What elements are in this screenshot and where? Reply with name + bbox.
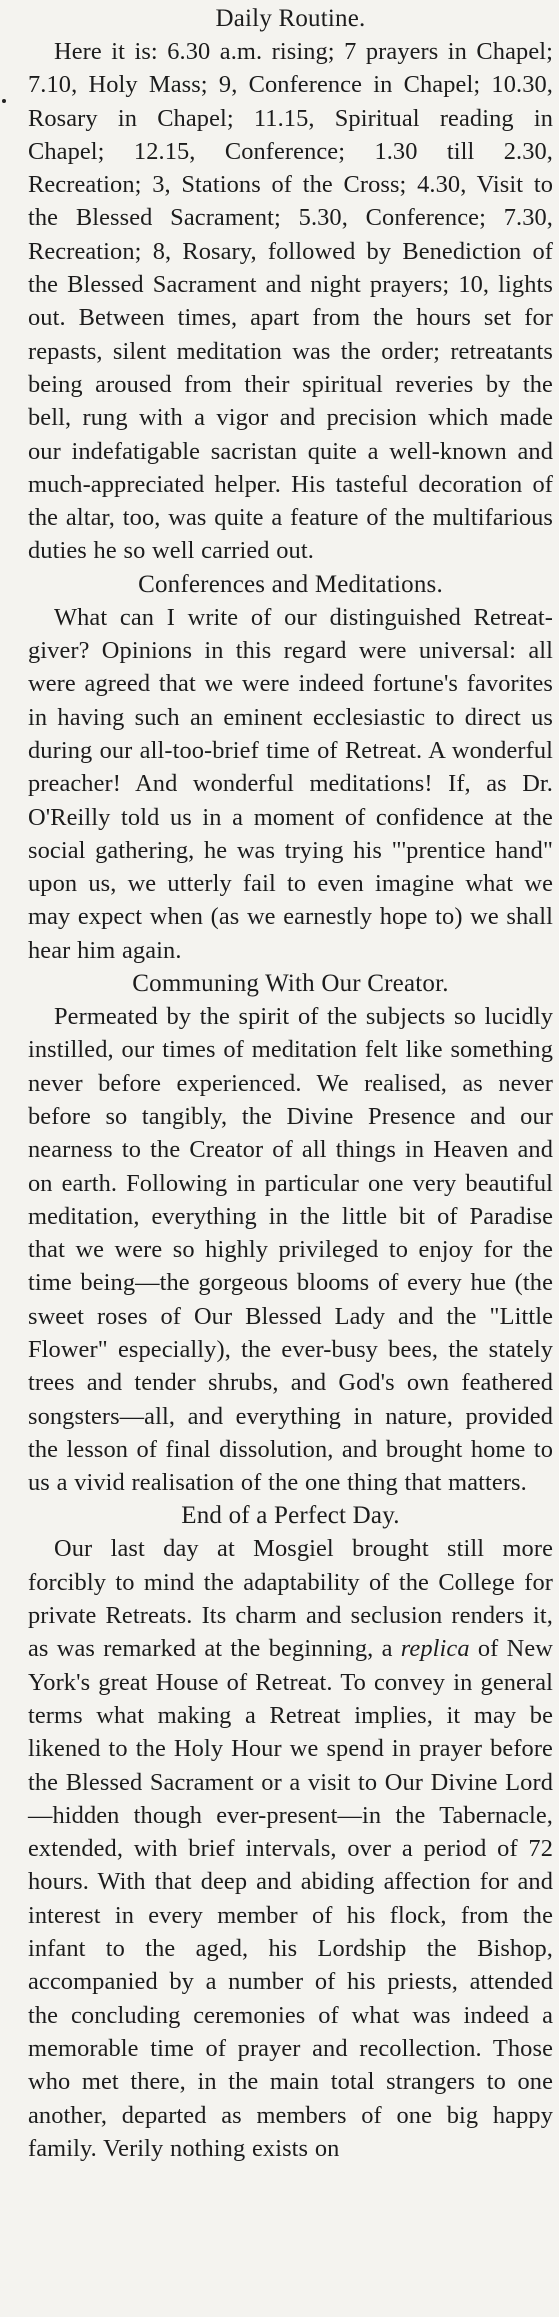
print-speck <box>2 99 6 103</box>
paragraph-text-after-italic: of New York's great House of Retreat. To convey in general terms what making a Retreat implies, it may be likened to the Holy Hour we spend in prayer before the Blessed Sacrament or a visit to Our Divine Lord—hidden though ever-present—in the Tabernacle, extended, with brief intervals, over a period of 72 hours. With that deep and abiding affection for and interest in every member of his flock, from the infant to the aged, his Lordship the Bishop, accompanied by a number of his priests, attended the concluding ceremonies of what was indeed a memorable time of prayer and recollection. Those who met there, in the main total strangers to one another, departed as members of one big happy family. Verily nothing exists on <box>28 1635 553 2162</box>
paragraph-communing-creator: Permeated by the spirit of the subjects so lucidly instilled, our times of meditation felt like something never before experienced. We realised, as never before so tangibly, the Divine Presence and our nearness to the Creator of all things in Heaven and on earth. Following in particular one very beautiful meditation, everything in the little bit of Paradise that we were so highly privileged to enjoy for the time being—the gorgeous blooms of every hue (the sweet roses of Our Blessed Lady and the "Little Flower" especially), the ever-busy bees, the stately trees and tender shrubs, and God's own feathered songsters—all, and everything in nature, provided the lesson of final dissolution, and brought home to us a vivid realisation of the one thing that matters. <box>28 1003 553 1497</box>
italic-word-replica: replica <box>400 1635 470 1663</box>
section-conferences <box>28 568 553 967</box>
section-daily-routine <box>28 0 553 568</box>
paragraph-conferences-meditations: What can I write of our distinguished Retreat-giver? Opinions in this regard were universal: all were agreed that we were indeed fortune's favorites in having such an eminent ecclesiastic to direct us during our all-too-brief time of Retreat. A wonderful preacher! And wonderful meditations! If, as Dr. O'Reilly told us in a moment of confidence at the social gathering, he was trying his "'prentice hand" upon us, we utterly fail to even imagine what we may expect when (as we earnestly hope to) we shall hear him again. <box>28 603 553 964</box>
heading-conferences-meditations: Conferences and Meditations. <box>138 570 443 598</box>
heading-communing-creator: Communing With Our Creator. <box>132 970 449 998</box>
heading-daily-routine: Daily Routine. <box>215 5 366 32</box>
heading-end-perfect-day: End of a Perfect Day. <box>181 1502 400 1530</box>
paragraph-daily-routine: Here it is: 6.30 a.m. rising; 7 prayers in Chapel; 7.10, Holy Mass; 9, Conference in Chapel; 10.30, Rosary in Chapel; 11.15, Spiritual reading in Chapel; 12.15, Conference; 1.30 till 2.30, Recreation; 3, Stations of the Cross; 4.30, Visit to the Blessed Sacrament; 5.30, Conference; 7.30, Recreation; 8, Rosary, followed by Benediction of the Blessed Sacrament and night prayers; 10, lights out. Between times, apart from the hours set for repasts, silent meditation was the order; retreatants being aroused from their spiritual reveries by the bell, rung with a vigor and precision which made our indefatigable sacristan quite a well-known and much-appreciated helper. His tasteful decoration of the altar, too, was quite a feature of the multifarious duties he so well carried out. <box>28 38 553 565</box>
section-perfect-day <box>28 1499 553 2165</box>
paragraph-text-before-italic: Our last day at Mosgiel brought still more forcibly to mind the adaptability of the College for private Retreats. Its charm and seclusion renders it, as was remarked at the beginning, a <box>28 1535 553 1663</box>
paragraph-end-perfect-day <box>28 1532 553 2165</box>
section-communing <box>28 967 553 1499</box>
